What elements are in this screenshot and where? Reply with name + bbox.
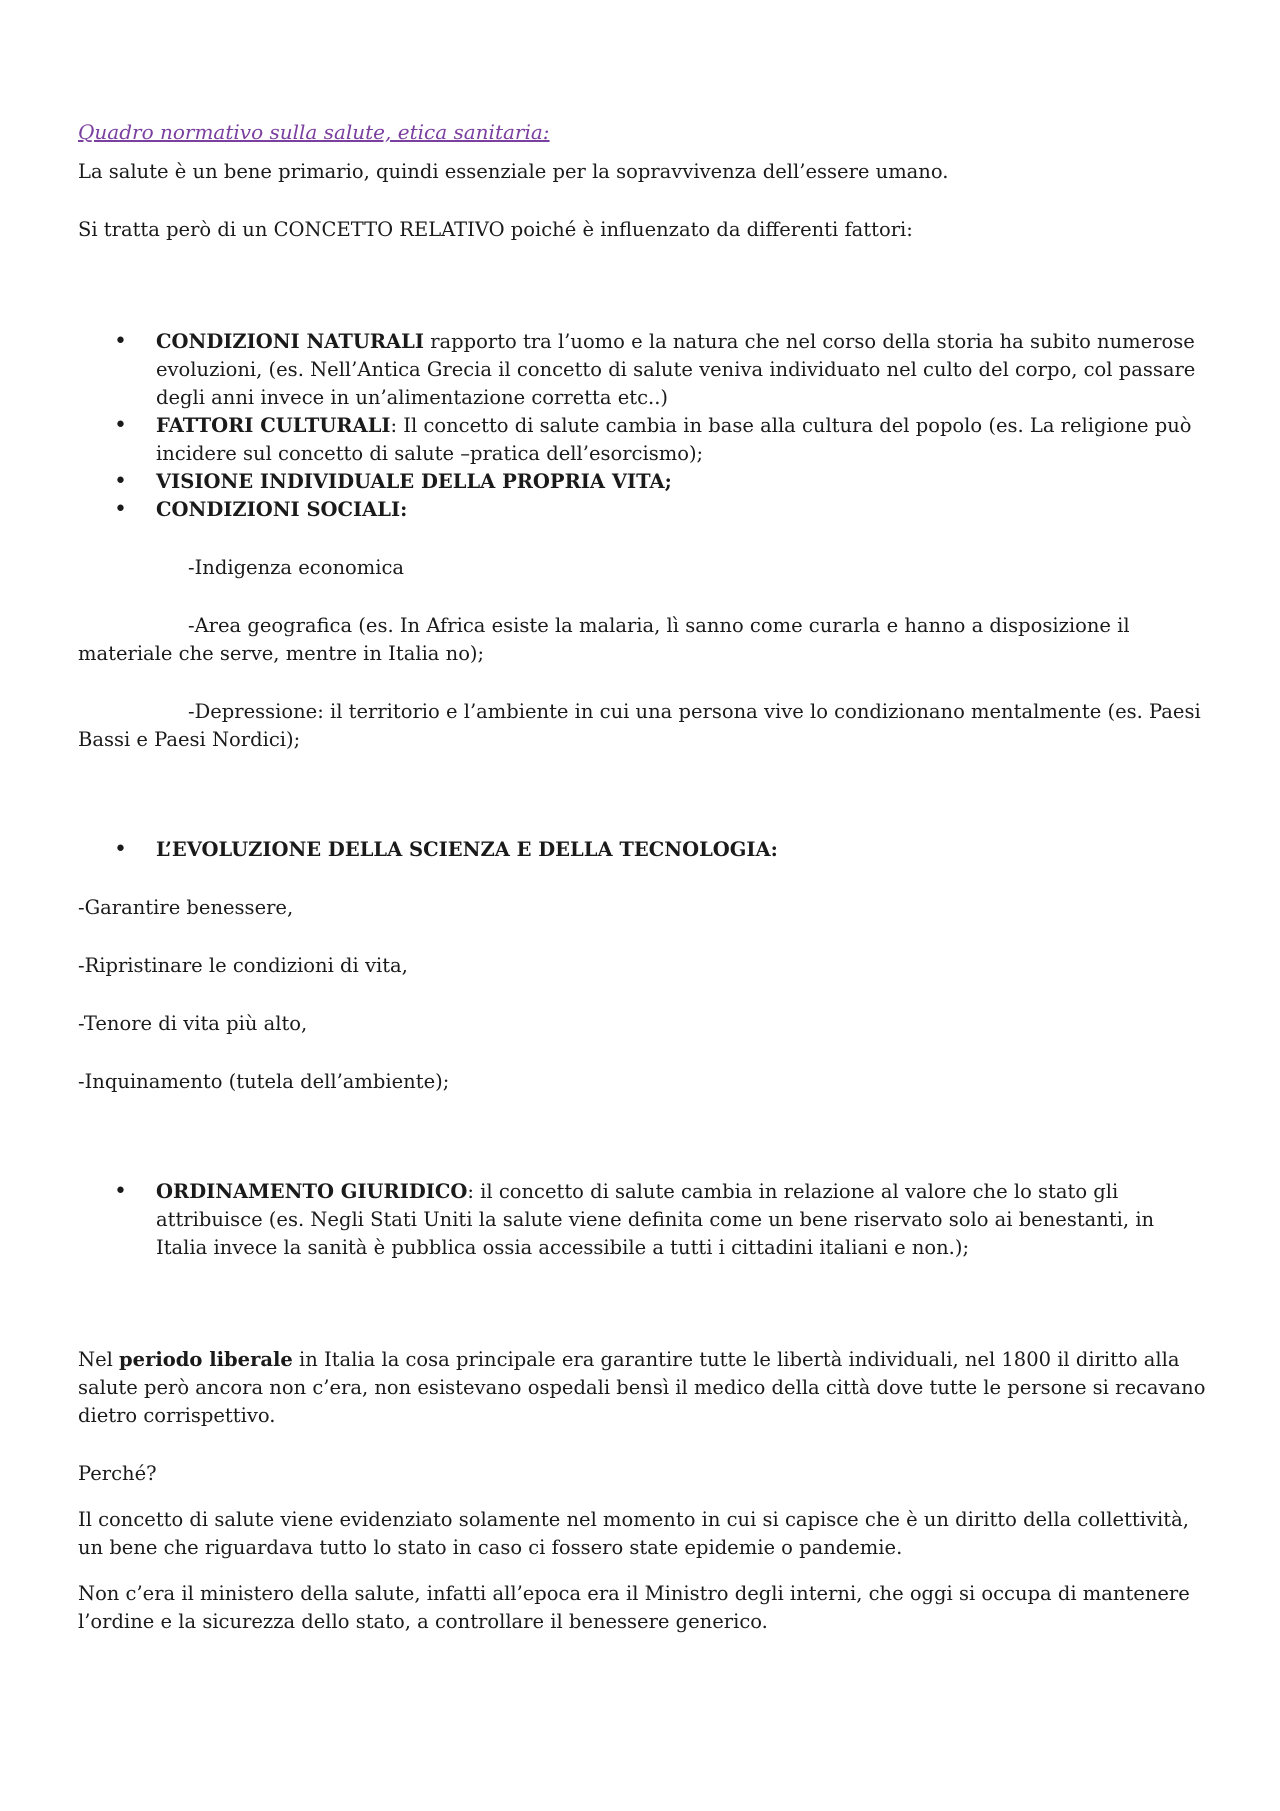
intro-paragraph-2: Si tratta però di un CONCETTO RELATIVO poiché è influenzato da differenti fattori: [78, 218, 913, 241]
factor-label: VISIONE INDIVIDUALE DELLA PROPRIA VITA; [156, 470, 672, 493]
factor-label: CONDIZIONI NATURALI [156, 330, 425, 353]
factor-cultural [78, 412, 1208, 468]
science-item: -Tenore di vita più alto, [78, 1012, 308, 1035]
factor-science [78, 836, 1208, 864]
science-list [78, 836, 1208, 864]
document-page [78, 118, 1208, 1636]
liberal-paragraph [78, 1346, 1208, 1430]
intro-paragraph-1: La salute è un bene primario, quindi essenziale per la sopravvivenza dell’essere umano. [78, 160, 949, 183]
factor-individual [78, 468, 1208, 496]
closing-paragraph-1: Il concetto di salute viene evidenziato solamente nel momento in cui si capisce che è un diritto della collettività, un bene che riguardava tutto lo stato in caso ci fossero state epidemie o pandemie. [78, 1508, 1189, 1559]
liberal-bold: periodo liberale [119, 1348, 293, 1371]
factor-label: CONDIZIONI SOCIALI: [156, 498, 408, 521]
factor-text: : Il concetto di salute cambia in base alla cultura del popolo (es. La religione può incidere sul concetto di salute –pratica dell’esorcismo); [156, 414, 1192, 465]
social-item-poverty: -Indigenza economica [188, 556, 405, 579]
factor-text: : il concetto di salute cambia in relazione al valore che lo stato gli attribuisce (es. Negli Stati Uniti la salute viene definita come un bene riservato solo ai benestanti, in Italia invece la sanità è pubblica ossia accessibile a tutti i cittadini italiani e non.); [156, 1180, 1155, 1259]
liberal-pre: Nel [78, 1348, 120, 1371]
question-line: Perché? [78, 1462, 157, 1485]
factor-label: ORDINAMENTO GIURIDICO [156, 1180, 468, 1203]
science-item: -Ripristinare le condizioni di vita, [78, 954, 408, 977]
social-item-depression: -Depressione: il territorio e l’ambiente in cui una persona vive lo condizionano mentalmente (es. Paesi Bassi e Paesi Nordici); [78, 700, 1201, 751]
legal-list [78, 1178, 1208, 1262]
factor-label: FATTORI CULTURALI [156, 414, 391, 437]
factor-social [78, 496, 1208, 524]
science-item: -Garantire benessere, [78, 896, 294, 919]
document-title: Quadro normativo sulla salute, etica sanitaria: [78, 120, 550, 144]
factor-text: rapporto tra l’uomo e la natura che nel corso della storia ha subito numerose evoluzioni, (es. Nell’Antica Grecia il concetto di salute veniva individuato nel culto del corpo, col passare degli anni invece in un’alimentazione corretta etc..) [156, 330, 1196, 409]
closing-paragraph-2: Non c’era il ministero della salute, infatti all’epoca era il Ministro degli interni, che oggi si occupa di mantenere l’ordine e la sicurezza dello stato, a controllare il benessere generico. [78, 1582, 1190, 1633]
factor-natural [78, 328, 1208, 412]
factor-legal [78, 1178, 1208, 1262]
science-item: -Inquinamento (tutela dell’ambiente); [78, 1070, 450, 1093]
social-item-geography: -Area geografica (es. In Africa esiste la malaria, lì sanno come curarla e hanno a disposizione il materiale che serve, mentre in Italia no); [78, 614, 1130, 665]
liberal-post: in Italia la cosa principale era garantire tutte le libertà individuali, nel 1800 il diritto alla salute però ancora non c’era, non esistevano ospedali bensì il medico della città dove tutte le persone si recavano dietro corrispettivo. [78, 1348, 1206, 1427]
factors-list [78, 328, 1208, 524]
factor-label: L’EVOLUZIONE DELLA SCIENZA E DELLA TECNOLOGIA: [156, 838, 778, 861]
